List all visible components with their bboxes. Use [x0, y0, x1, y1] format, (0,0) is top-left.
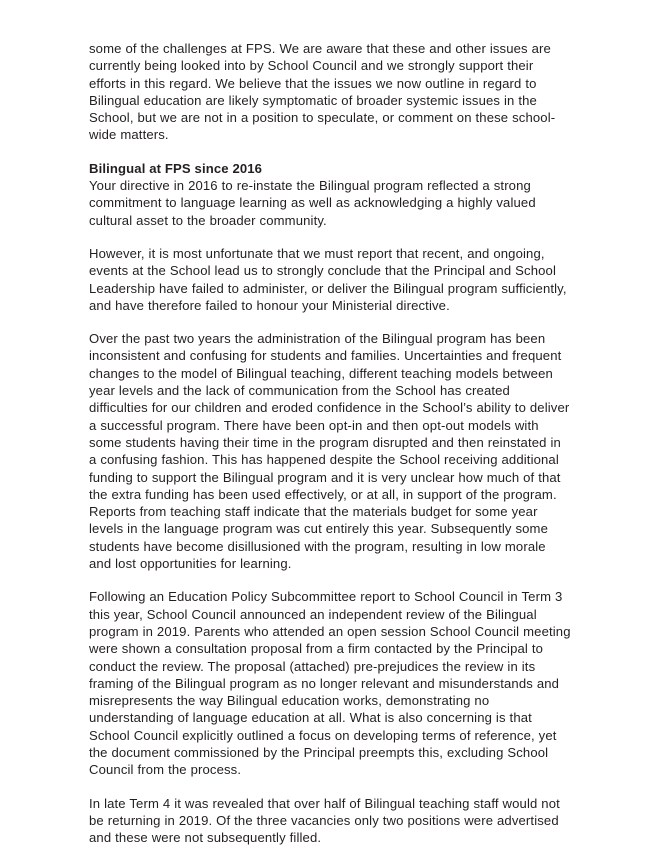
however-paragraph: However, it is most unfortunate that we must report that recent, and ongoing, events at the School lead us to strongly conclude that the Principal and School Leadership have failed to administer, or deliver the Bilingual program sufficiently, and have therefore failed to honour your Ministerial directive.: [89, 245, 567, 313]
vacancies-paragraph: In late Term 4 it was revealed that over half of Bilingual teaching staff would not be returning in 2019. Of the three vacancies only two positions were advertised and these were not subsequently filled.: [89, 795, 560, 846]
section-heading-bilingual-at-fps: Bilingual at FPS since 2016: [89, 160, 263, 176]
subcommittee-paragraph: Following an Education Policy Subcommittee report to School Council in Term 3 this year, School Council announced an independent review of the Bilingual program in 2019. Parents who attended an open session School Council meeting were shown a consultation proposal from a firm contacted by the Principal to conduct the review. The proposal (attached) pre-prejudices the review in its framing of the Bilingual program as no longer relevant and misunderstands and misrepresents the way Bilingual education works, demonstrating no understanding of language education at all. What is also concerning is that School Council explicitly outlined a focus on developing terms of reference, yet the document commissioned by the Principal preempts this, excluding School Council from the process.: [89, 589, 571, 778]
directive-paragraph: Your directive in 2016 to re-instate the Bilingual program reflected a strong commitment to language learning as well as acknowledging a highly valued cultural asset to the broader community.: [89, 178, 536, 228]
administration-paragraph: Over the past two years the administration of the Bilingual program has been inconsistent and confusing for students and families. Uncertainties and frequent changes to the model of Bilingual teaching, different teaching models between year levels and the lack of communication from the School has created difficulties for our children and eroded confidence in the School’s ability to deliver a successful program. There have been opt-in and then opt-out models with some students having their time in the program disrupted and then reinstated in a confusing fashion. This has happened despite the School receiving additional funding to support the Bilingual program and it is very unclear how much of that the extra funding has been used effectively, or at all, in support of the program. Reports from teaching staff indicate that the materials budget for some year levels in the language program was cut entirely this year. Subsequently some students have become disillusioned with the program, resulting in low morale and lost opportunities for learning.: [89, 331, 570, 572]
intro-paragraph: some of the challenges at FPS. We are aware that these and other issues are currently being looked into by School Council and we strongly support their efforts in this regard. We believe that the issues we now outline in regard to Bilingual education are likely symptomatic of broader systemic issues in the School, but we are not in a position to speculate, or comment on these school-wide matters.: [89, 41, 556, 143]
document-text-column: [89, 40, 571, 846]
bilingual-section: [89, 160, 571, 229]
